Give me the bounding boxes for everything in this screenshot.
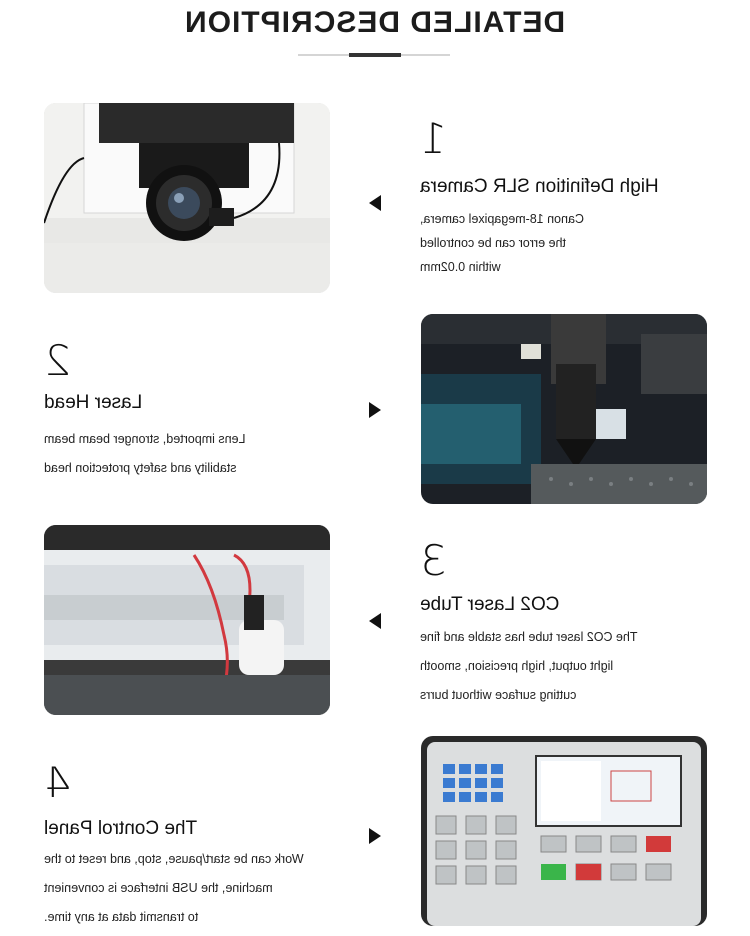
camera-photo bbox=[44, 103, 330, 293]
section-text-line: light output, high precision, smooth bbox=[420, 659, 614, 673]
section-text-line: stability and safety protection head bbox=[44, 461, 237, 475]
section-text-line: machine, the USB interface is convenient bbox=[44, 881, 273, 895]
section-number: 1 bbox=[420, 114, 447, 163]
pointer-arrow-1 bbox=[369, 195, 381, 211]
laser-head-photo bbox=[421, 314, 707, 504]
pointer-arrow-3 bbox=[369, 613, 381, 629]
section-text-line: to transmit data at any time. bbox=[44, 910, 199, 924]
section-number: 2 bbox=[44, 336, 71, 385]
title-underline-accent bbox=[349, 53, 401, 57]
pointer-arrow-4 bbox=[369, 828, 381, 844]
section-text-line: cutting surface without burrs bbox=[420, 688, 577, 702]
section-text-line: within 0.02mm bbox=[420, 260, 501, 274]
section-text-line: the error can be controlled bbox=[420, 236, 566, 250]
section-title: The Control Panel bbox=[44, 818, 198, 839]
section-text-line: Lens imported, stronger beam beam bbox=[44, 432, 246, 446]
section-title: High Definition SLR Camera bbox=[420, 176, 659, 197]
section-3 bbox=[420, 536, 706, 702]
section-number: 4 bbox=[44, 758, 71, 807]
section-title: Laser Head bbox=[44, 392, 143, 413]
control-panel-photo bbox=[421, 736, 707, 926]
laser-tube-photo bbox=[44, 525, 330, 715]
section-number: 3 bbox=[420, 536, 447, 585]
section-title: CO2 Laser Tube bbox=[420, 594, 560, 615]
section-text-line: Work can be start/pause, stop, and reset to the bbox=[44, 852, 304, 866]
section-4 bbox=[44, 758, 354, 924]
section-1 bbox=[420, 114, 706, 274]
pointer-arrow-2 bbox=[369, 402, 381, 418]
section-2 bbox=[44, 336, 344, 475]
page-title: DETAILED DESCRIPTION bbox=[184, 6, 566, 39]
section-text-line: Canon 18-megapixel camera, bbox=[420, 212, 584, 226]
section-text-line: The CO2 laser tube has stable and fine bbox=[420, 630, 638, 644]
